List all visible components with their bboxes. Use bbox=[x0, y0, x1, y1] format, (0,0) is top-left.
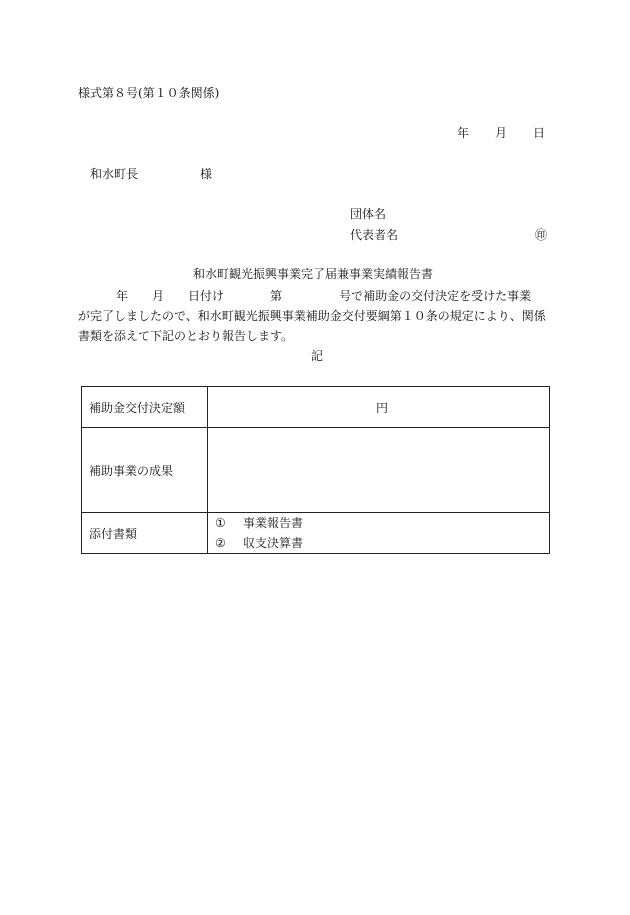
list-item bbox=[215, 513, 549, 533]
attachment-text: 収支決算書 bbox=[243, 536, 304, 550]
attachment-number: ② bbox=[215, 536, 226, 550]
table-row bbox=[82, 387, 550, 428]
body-line-1 bbox=[78, 288, 531, 304]
date-day: 日 bbox=[533, 126, 546, 140]
addressee-name: 和水町長 bbox=[90, 167, 139, 181]
report-date bbox=[457, 125, 545, 141]
org-name-label: 団体名 bbox=[350, 207, 387, 221]
project-results-label: 補助事業の成果 bbox=[82, 428, 208, 513]
table-row bbox=[82, 513, 550, 554]
project-results-value[interactable] bbox=[208, 428, 550, 513]
addressee-honorific: 様 bbox=[200, 167, 213, 181]
body-line-2: が完了しましたので、和水町観光振興事業補助金交付要綱第１０条の規定により、関係 bbox=[78, 309, 546, 323]
report-table bbox=[81, 386, 550, 554]
attachment-number: ① bbox=[215, 516, 226, 530]
body-dai: 第 bbox=[270, 289, 283, 303]
body-dated: 日付け bbox=[188, 289, 225, 303]
representative-label: 代表者名 bbox=[350, 228, 399, 242]
list-item bbox=[215, 533, 549, 553]
form-number: 様式第８号(第１０条関係) bbox=[78, 86, 220, 100]
document-title: 和水町観光振興事業完了届兼事業実績報告書 bbox=[193, 267, 434, 281]
attachments-list bbox=[208, 513, 550, 554]
attachments-label: 添付書類 bbox=[82, 513, 208, 554]
grant-amount-value[interactable]: 円 bbox=[208, 387, 550, 428]
attachment-text: 事業報告書 bbox=[243, 516, 304, 530]
table-row bbox=[82, 428, 550, 513]
grant-amount-label: 補助金交付決定額 bbox=[82, 387, 208, 428]
body-month: 月 bbox=[152, 289, 165, 303]
date-year: 年 bbox=[457, 126, 470, 140]
body-year: 年 bbox=[116, 289, 129, 303]
ki-heading: 記 bbox=[311, 349, 324, 363]
body-rest: 号で補助金の交付決定を受けた事業 bbox=[339, 289, 532, 303]
addressee bbox=[90, 166, 212, 182]
body-line-3: 書類を添えて下記のとおり報告します。 bbox=[78, 329, 294, 343]
seal-mark: ㊞ bbox=[535, 228, 548, 242]
date-month: 月 bbox=[495, 126, 508, 140]
